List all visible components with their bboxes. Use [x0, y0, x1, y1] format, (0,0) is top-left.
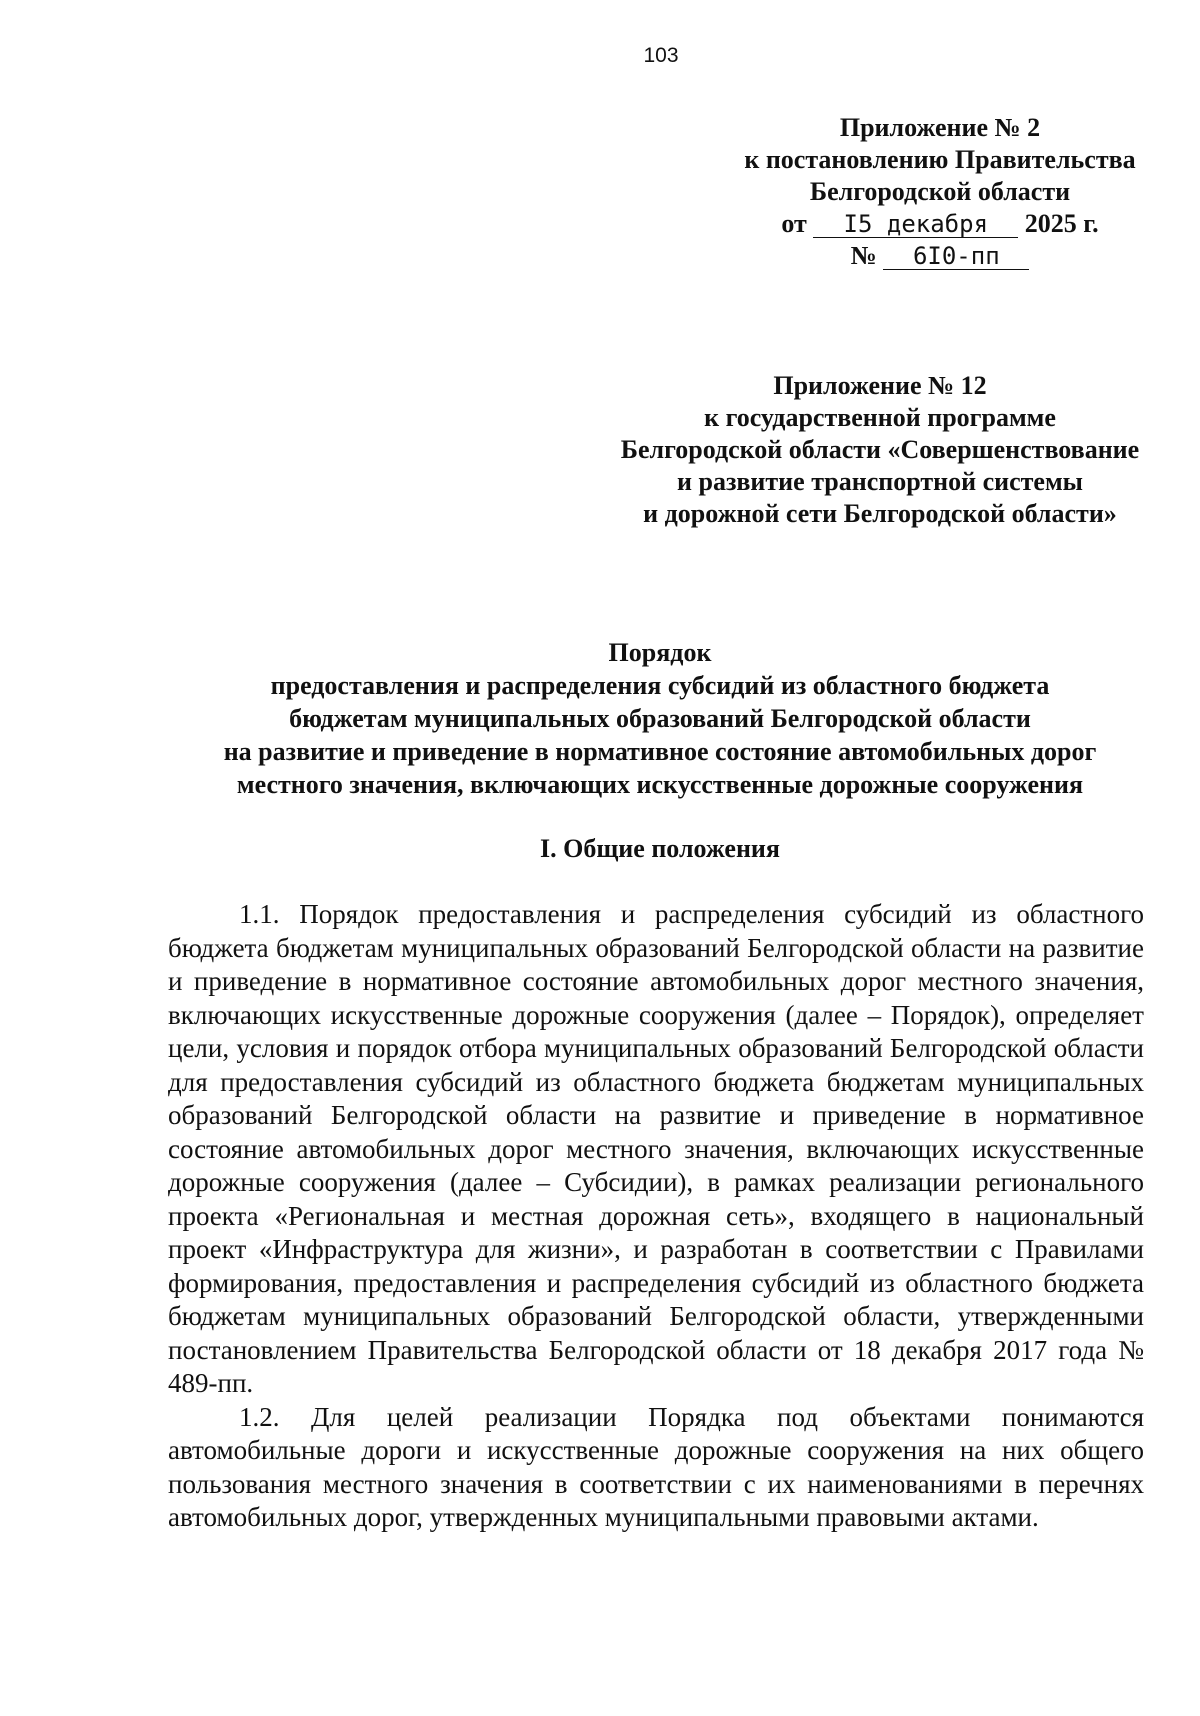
- decree-date-row: [720, 208, 1160, 240]
- program-appendix-line: Белгородской области «Совершенствование: [620, 435, 1140, 464]
- program-appendix-line: и дорожной сети Белгородской области»: [643, 499, 1117, 528]
- section-heading: I. Общие положения: [540, 834, 780, 863]
- document-title-line: местного значения, включающих искусственные дорожные сооружения: [236, 770, 1084, 799]
- program-appendix-line: к государственной программе: [704, 403, 1056, 432]
- date-prefix: от: [781, 209, 807, 238]
- document-title-line: предоставления и распределения субсидий из областного бюджета: [270, 671, 1050, 700]
- decree-number-row: [720, 240, 1160, 272]
- page-number: 103: [643, 44, 679, 67]
- decree-appendix-block: [720, 112, 1160, 272]
- decree-number-field: 6I0-пп: [883, 243, 1029, 270]
- decree-appendix-line: Белгородской области: [809, 177, 1071, 206]
- program-appendix-title: Приложение № 12: [773, 371, 987, 400]
- document-title-line: бюджетам муниципальных образований Белгородской области: [289, 704, 1031, 733]
- date-suffix: 2025 г.: [1024, 209, 1099, 238]
- program-appendix-block: [580, 370, 1180, 530]
- number-prefix: №: [850, 241, 877, 270]
- program-appendix-line: и развитие транспортной системы: [677, 467, 1083, 496]
- paragraph: 1.1. Порядок предоставления и распределения субсидий из областного бюджета бюджетам муниципальных образований Белгородской области на развитие и приведение в нормативное состояние автомобильных дорог местного значения, включающих искусственные дорожные сооружения (далее – Порядок), определяет цели, условия и порядок отбора муниципальных образований Белгородской области для предоставления субсидий из областного бюджета бюджетам муниципальных образований Белгородской области на развитие и приведение в нормативное состояние автомобильных дорог местного значения, включающих искусственные дорожные сооружения (далее – Субсидии), в рамках реализации регионального проекта «Региональная и местная дорожная сеть», входящего в национальный проект «Инфраструктура для жизни», и разработан в соответствии с Правилами формирования, предоставления и распределения субсидий из областного бюджета бюджетам муниципальных образований Белгородской области, утвержденными постановлением Правительства Белгородской области от 18 декабря 2017 года № 489-пп.: [168, 899, 1144, 1398]
- decree-date-field: I5 декабря: [813, 211, 1018, 238]
- decree-appendix-title: Приложение № 2: [839, 113, 1041, 142]
- paragraph: 1.2. Для целей реализации Порядка под объектами понимаются автомобильные дороги и искусственные дорожные сооружения на них общего пользования местного значения в соответствии с их наименованиями в перечнях автомобильных дорог, утвержденных муниципальными правовыми актами.: [168, 1401, 1144, 1532]
- body-text: [168, 898, 1144, 1535]
- document-title-line: на развитие и приведение в нормативное состояние автомобильных дорог: [223, 737, 1097, 766]
- document-title: [170, 636, 1150, 801]
- document-title-line: Порядок: [608, 638, 712, 667]
- decree-appendix-line: к постановлению Правительства: [744, 145, 1136, 174]
